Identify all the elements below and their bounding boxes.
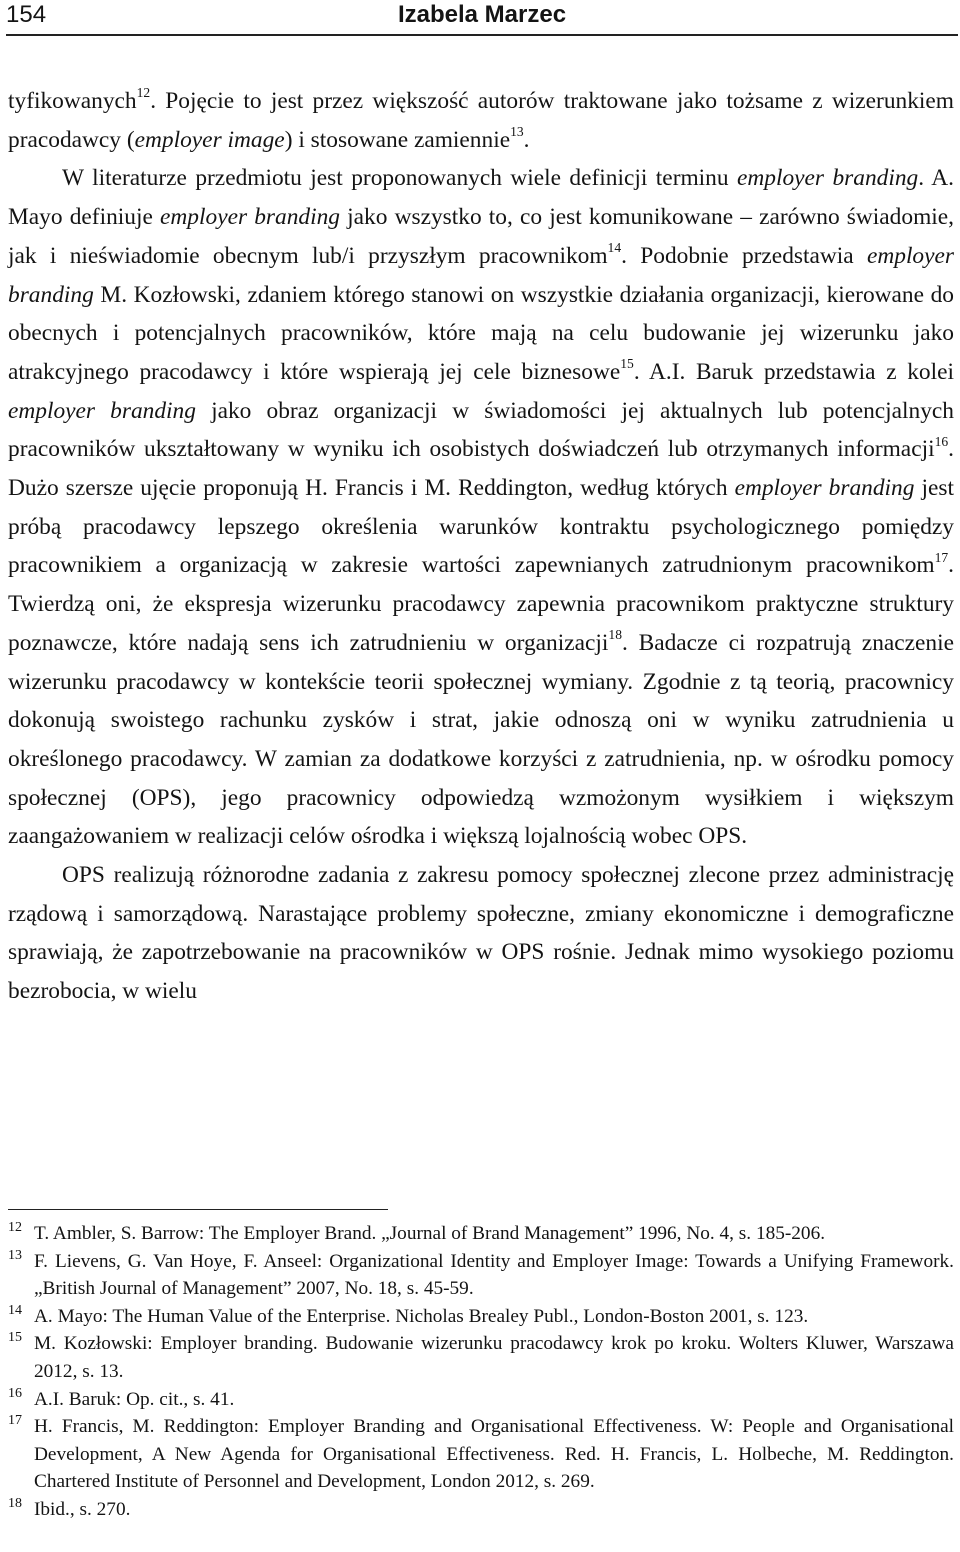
footnote-text: A. Mayo: The Human Value of the Enterprise. Nicholas Brealey Publ., London-Boston 2001, s. 123. <box>34 1305 809 1327</box>
text-run: . Twierdzą oni, że ekspresja wizerunku pracodawcy zapewnia pracownikom praktyczne struktury poznawcze, które nadają sens ich zatrudnieniu w organizacji <box>8 552 954 656</box>
footnote-18 <box>8 1496 954 1524</box>
footnote-16 <box>8 1386 954 1414</box>
footnote-number: 13 <box>8 1247 22 1263</box>
footnote-15 <box>8 1330 954 1385</box>
text-run: . <box>523 126 530 153</box>
paragraph-1 <box>8 82 954 159</box>
footnote-ref: 17 <box>934 549 949 565</box>
text-run: . Badacze ci rozpatrują znaczenie wizerunku pracodawcy w kontekście teorii społecznej wymiany. Zgodnie z tą teorią, pracownicy dokonują swoistego rachunku zysków i strat, jakie odnoszą oni w wyniku zatrudnienia u określonego pracodawcy. W zamian za dodatkowe korzyści z zatrudnienia, np. w ośrodku pomocy społecznej (OPS), jego pracownicy odpowiedzą wzmożonym wysiłkiem i większym zaangażowaniem w realizacji celów ośrodka i większą lojalnością wobec OPS. <box>8 629 954 850</box>
footnote-number: 16 <box>8 1385 22 1401</box>
text-run-italic: employer branding <box>734 475 915 502</box>
footnote-13 <box>8 1248 954 1303</box>
page-header <box>6 0 958 36</box>
footnote-text: F. Lievens, G. Van Hoye, F. Anseel: Organizational Identity and Employer Image: Towards a Unifying Framework. „British Journal of Management” 2007, No. 18, s. 45-59. <box>34 1250 954 1300</box>
text-run: tyfikowanych <box>8 88 137 114</box>
running-head-author: Izabela Marzec <box>397 1 567 28</box>
text-run: jako obraz organizacji w świadomości jej aktualnych lub potencjalnych pracowników ukształtowany w wyniku ich osobistych doświadczeń lub otrzymanych informacji <box>8 397 955 463</box>
footnote-ref: 15 <box>620 356 634 372</box>
text-run: W literaturze przedmiotu jest proponowanych wiele definicji terminu <box>62 165 737 192</box>
footnote-14 <box>8 1303 954 1331</box>
footnote-number: 14 <box>8 1302 22 1318</box>
text-run-italic: employer branding <box>737 165 919 192</box>
page-number: 154 <box>6 1 47 28</box>
text-run: jako wszystko to, co jest komunikowane – zarówno świadomie, jak i nieświadomie obecnym lub/i przyszłym pracownikom <box>8 204 954 269</box>
footnote-text: A.I. Baruk: Op. cit., s. 41. <box>34 1388 235 1410</box>
footnote-number: 18 <box>8 1495 22 1511</box>
footnote-number: 15 <box>8 1330 22 1346</box>
footnote-ref: 16 <box>934 433 949 449</box>
footnote-17 <box>8 1413 954 1496</box>
text-run: . Pojęcie to jest przez większość autorów traktowane jako tożsame z wizerunkiem pracodawcy ( <box>8 88 954 153</box>
text-run: . A. Mayo definiuje <box>8 165 954 231</box>
footnote-text: M. Kozłowski: Employer branding. Budowanie wizerunku pracodawcy krok po kroku. Wolters Kluwer, Warszawa 2012, s. 13. <box>34 1333 954 1382</box>
footnote-text: H. Francis, M. Reddington: Employer Branding and Organisational Effectiveness. W: People and Organisational Development, A New Agenda for Organisational Effectiveness. Red. H. Francis, L. Holbeche, M. Reddington. Chartered Institute of Personnel and Development, London 2012, s. 269. <box>34 1416 954 1493</box>
paragraph-3: OPS realizują różnorodne zadania z zakresu pomocy społecznej zlecone przez administrację rządową i samorządową. Narastające problemy społeczne, zmiany ekonomiczne i demograficzne sprawiają, że zapotrzebowanie na pracowników w OPS rośnie. Jednak mimo wysokiego poziomu bezrobocia, w wielu <box>8 862 954 1005</box>
text-run-italic: employer branding <box>8 397 196 424</box>
footnote-separator <box>8 1209 388 1210</box>
text-run: . A.I. Baruk przedstawia z kolei <box>633 358 954 385</box>
footnote-text: T. Ambler, S. Barrow: The Employer Brand. „Journal of Brand Management” 1996, No. 4, s. 185-206. <box>34 1223 826 1244</box>
text-run: M. Kozłowski, zdaniem którego stanowi on wszystkie działania organizacji, kierowane do obecnych i potencjalnych pracowników, które mają na celu budowanie jej wizerunku jako atrakcyjnego pracodawcy i które wspierają jej cele biznesowe <box>8 281 954 385</box>
text-run-italic: employer branding <box>160 204 340 231</box>
footnote-12 <box>8 1220 954 1248</box>
footnote-number: 12 <box>8 1220 22 1235</box>
paragraph-2 <box>8 159 954 856</box>
footnote-text: Ibid., s. 270. <box>34 1498 131 1520</box>
text-run: ) i stosowane zamiennie <box>284 126 511 153</box>
text-run-italic: employer image <box>134 126 285 153</box>
footnote-ref: 18 <box>608 627 622 643</box>
footnote-ref: 12 <box>136 85 151 101</box>
text-run: . Podobnie przedstawia <box>621 242 867 269</box>
main-text <box>8 82 954 1011</box>
text-run: jest próbą pracodawcy lepszego określenia warunków kontraktu psychologicznego pomiędzy pracownikiem a organizacją w zakresie wartości zapewnianych zatrudnionym pracownikom <box>8 475 954 579</box>
footnote-ref: 13 <box>510 123 524 139</box>
text-run: . Dużo szersze ujęcie proponują H. Francis i M. Reddington, według których <box>8 436 954 502</box>
footnotes <box>8 1220 954 1524</box>
text-run-italic: employer branding <box>8 242 954 308</box>
footnote-number: 17 <box>8 1413 22 1429</box>
footnote-ref: 14 <box>607 239 622 255</box>
